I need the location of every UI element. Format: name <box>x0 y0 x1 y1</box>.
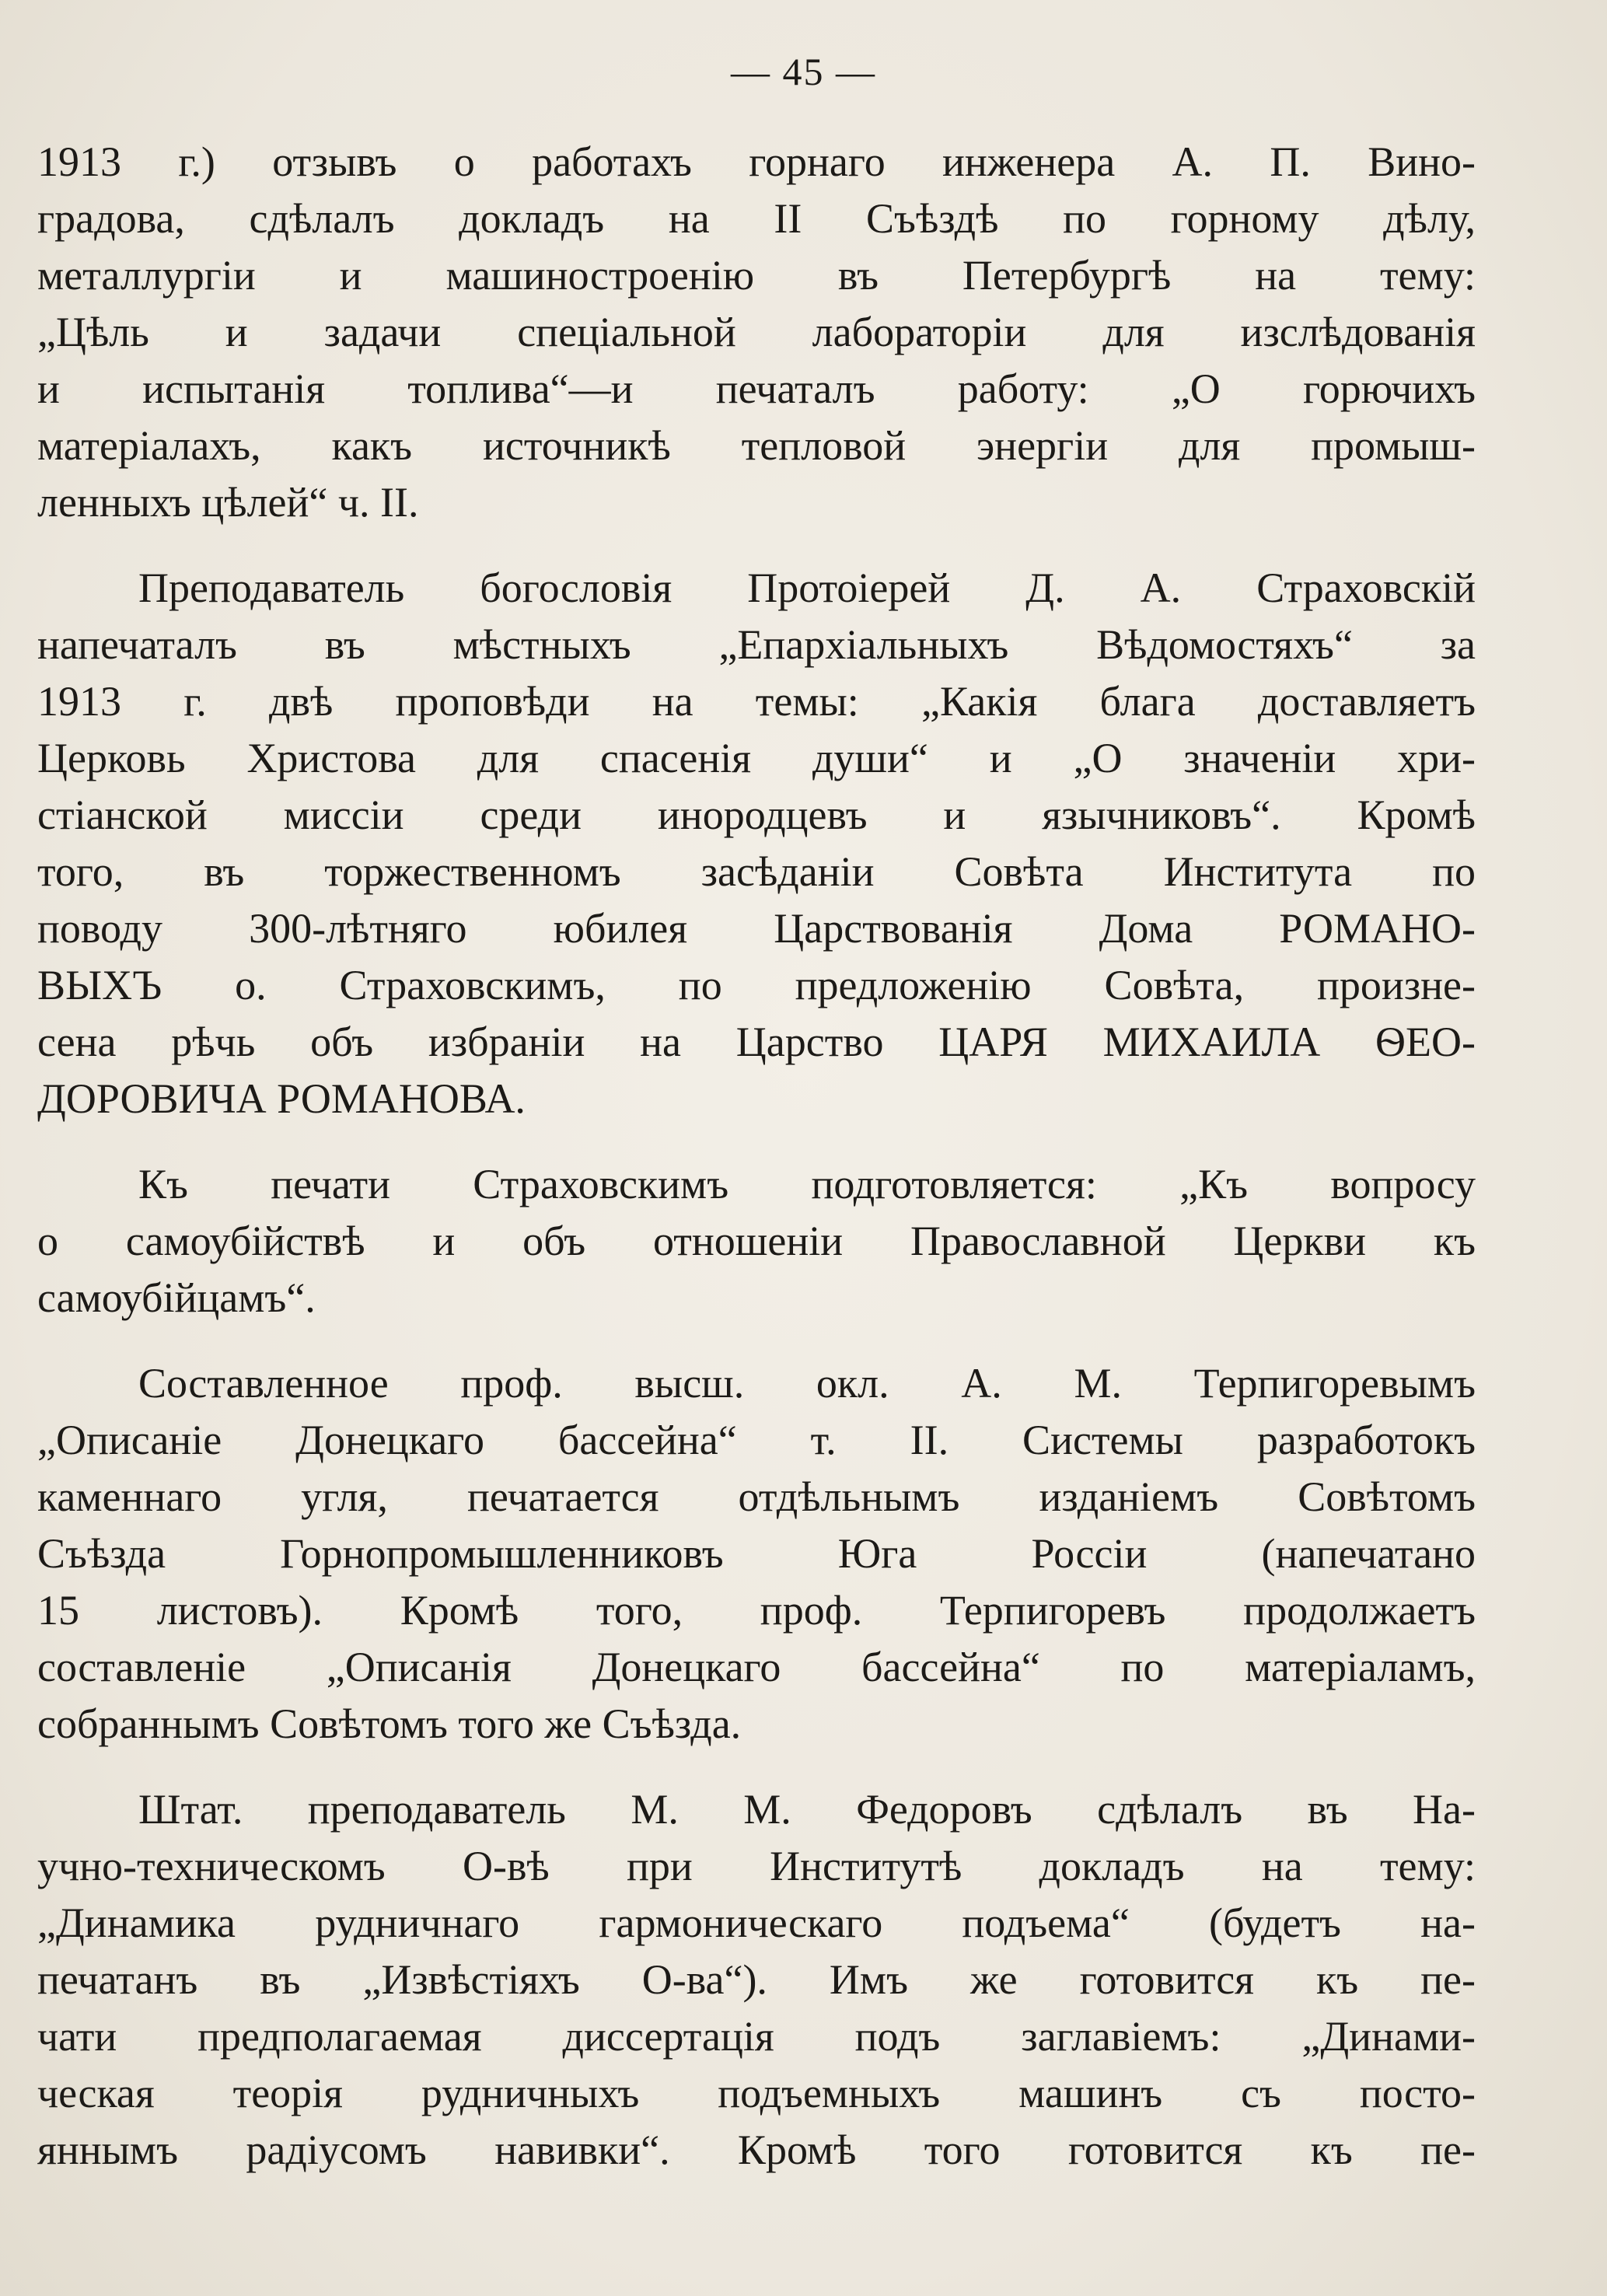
paragraph <box>37 1156 1476 1326</box>
text-line: каменнаго угля, печатается отдѣльнымъ изданіемъ Совѣтомъ <box>37 1473 1476 1520</box>
text-line: „Описаніе Донецкаго бассейна“ т. II. Системы разработокъ <box>37 1417 1476 1463</box>
text-line: ленныхъ цѣлей“ ч. II. <box>37 479 419 526</box>
text-line: о самоубійствѣ и объ отношеніи Православной Церкви къ <box>37 1218 1476 1264</box>
text-line: составленіе „Описанія Донецкаго бассейна“ по матеріаламъ, <box>37 1644 1476 1690</box>
text-line: учно-техническомъ О-вѣ при Институтѣ докладъ на тему: <box>37 1843 1476 1889</box>
page-number: — 45 — <box>731 50 876 93</box>
paragraph <box>37 1355 1476 1753</box>
text-line: Церковь Христова для спасенія души“ и „О значеніи хри- <box>37 735 1476 781</box>
paragraph <box>37 560 1476 1127</box>
text-line: собраннымъ Совѣтомъ того же Съѣзда. <box>37 1700 742 1747</box>
paragraph <box>37 1781 1476 2179</box>
text-line: яннымъ радіусомъ навивки“. Кромѣ того готовится къ пе- <box>37 2127 1476 2173</box>
text-line: Составленное проф. высш. окл. А. М. Терпигоревымъ <box>138 1360 1476 1407</box>
text-line: печатанъ въ „Извѣстіяхъ О-ва“). Имъ же готовится къ пе- <box>37 1956 1476 2003</box>
paragraph <box>37 134 1476 531</box>
text-line: напечаталъ въ мѣстныхъ „Епархіальныхъ Вѣдомостяхъ“ за <box>37 621 1476 668</box>
text-line: градова, сдѣлалъ докладъ на II Съѣздѣ по горному дѣлу, <box>37 195 1476 242</box>
body-text <box>37 134 1476 2179</box>
text-line: того, въ торжественномъ засѣданіи Совѣта Института по <box>37 848 1476 895</box>
text-line: 15 листовъ). Кромѣ того, проф. Терпигоревъ продолжаетъ <box>37 1587 1476 1634</box>
text-line: и испытанія топлива“—и печаталъ работу: „О горючихъ <box>37 365 1476 412</box>
text-line: матеріалахъ, какъ источникѣ тепловой энергіи для промыш- <box>37 422 1476 469</box>
text-line: Съѣзда Горнопромышленниковъ Юга Россіи (напечатано <box>37 1530 1476 1577</box>
text-line: металлургіи и машиностроенію въ Петербургѣ на тему: <box>37 252 1476 299</box>
text-line: ДОРОВИЧА РОМАНОВА. <box>37 1075 526 1122</box>
text-line: 1913 г. двѣ проповѣди на темы: „Какія блага доставляетъ <box>37 678 1476 725</box>
text-line: самоубійцамъ“. <box>37 1274 316 1321</box>
text-line: Штат. преподаватель М. М. Федоровъ сдѣлалъ въ На- <box>138 1786 1476 1833</box>
text-line: стіанской миссіи среди инородцевъ и язычниковъ“. Кромѣ <box>37 792 1476 838</box>
text-line: Преподаватель богословія Протоіерей Д. А. Страховскій <box>138 564 1476 611</box>
text-line: „Динамика рудничнаго гармоническаго подъема“ (будетъ на- <box>37 1899 1476 1946</box>
text-line: Къ печати Страховскимъ подготовляется: „Къ вопросу <box>138 1161 1476 1207</box>
text-line: ВЫХЪ о. Страховскимъ, по предложенію Совѣта, произне- <box>37 962 1476 1008</box>
text-line: поводу 300-лѣтняго юбилея Царствованія Дома РОМАНО- <box>37 905 1476 952</box>
text-line: сена рѣчь объ избраніи на Царство ЦАРЯ МИХАИЛА ѲЕО- <box>37 1019 1476 1065</box>
text-line: ческая теорія рудничныхъ подъемныхъ машинъ съ посто- <box>37 2070 1476 2116</box>
text-line: 1913 г.) отзывъ о работахъ горнаго инженера А. П. Вино- <box>37 138 1476 185</box>
text-line: „Цѣль и задачи спеціальной лабораторіи для изслѣдованія <box>37 309 1476 355</box>
text-line: чати предполагаемая диссертація подъ заглавіемъ: „Динами- <box>37 2013 1476 2060</box>
